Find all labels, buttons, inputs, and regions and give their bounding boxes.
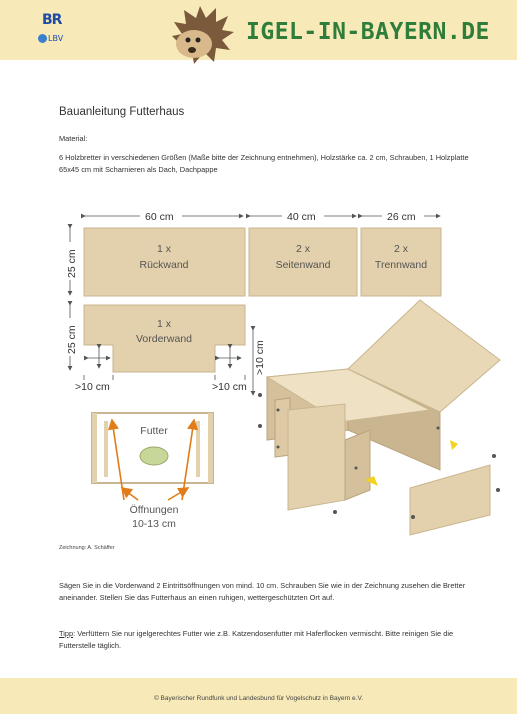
openings-label: Öffnungen (129, 504, 179, 516)
material-label: Material: (59, 134, 88, 143)
page-title: Bauanleitung Futterhaus (59, 106, 185, 118)
board-back-qty: 1 x (156, 243, 172, 255)
board-side (249, 228, 357, 296)
hedgehog-icon (168, 6, 238, 68)
floor-plan (92, 413, 213, 530)
board-front-name: Vorderwand (135, 333, 193, 345)
site-title: IGEL-IN-BAYERN.DE (246, 19, 490, 45)
food-label: Futter (140, 425, 168, 437)
board-divider-name: Trennwand (374, 259, 428, 271)
dimension-25-upper (64, 228, 78, 295)
instructions-text: Sägen Sie in die Vorderwand 2 Eintrittsöffnungen von mind. 10 cm. Schrauben Sie wie in der Zeichnung zusehen die Bretter aneinander. Stellen Sie das Futterhaus an einen ruhigen, wettergeschützten Ort auf. (59, 581, 466, 602)
food-bowl (140, 447, 168, 465)
tip-label: Tipp (59, 629, 74, 638)
dimension-40 (250, 209, 356, 223)
board-divider (361, 228, 441, 296)
board-side-qty: 2 x (295, 243, 311, 255)
dim-label-40: 40 cm (287, 211, 316, 223)
board-front-qty: 1 x (156, 318, 172, 330)
tip-text: : Verfüttern Sie nur igelgerechtes Futter wie z.B. Katzendosenfutter mit Haferflocken vermischt. Bitte reinigen Sie die Futterstelle täglich. (59, 629, 454, 650)
opening-marker-left (88, 348, 110, 368)
dim-label-60: 60 cm (145, 211, 174, 223)
tip-paragraph (59, 628, 469, 652)
dim-label-25-upper: 25 cm (66, 249, 78, 278)
assembly-illustration (253, 300, 500, 535)
gap-label-right: >10 cm (212, 381, 247, 393)
material-text: 6 Holzbretter in verschiedenen Größen (Maße bitte der Zeichnung entnehmen), Holzstärke ca. 2 cm, Schrauben, 1 Holzplatte 65x45 cm mit Scharnieren als Dach, Dachpappe (59, 153, 469, 174)
dimension-26 (362, 209, 440, 223)
dim-label-26: 26 cm (387, 211, 416, 223)
board-front (84, 305, 245, 372)
dim-label-25-lower: 25 cm (66, 325, 78, 354)
board-divider-qty: 2 x (393, 243, 409, 255)
dimension-60 (85, 209, 243, 223)
board-back (84, 228, 245, 296)
opening-marker-right (219, 348, 241, 368)
lbv-logo (38, 34, 63, 43)
arrow-yellow-right (450, 440, 458, 450)
gap-label-left: >10 cm (75, 381, 110, 393)
lbv-logo-text: LBV (48, 34, 64, 43)
footer-copyright: © Bayerischer Rundfunk und Landesbund für Vogelschutz in Bayern e.V. (153, 695, 364, 702)
side-board-3d (410, 465, 490, 535)
board-side-name: Seitenwand (275, 259, 331, 271)
br-logo: BR (42, 12, 62, 28)
drawing-credit: Zeichnung: A. Schäffer (59, 545, 115, 551)
board-back-name: Rückwand (139, 259, 189, 271)
construction-diagram (0, 195, 517, 540)
height-label: >10 cm (254, 340, 266, 375)
front-board-3d (288, 404, 345, 510)
lbv-bird-icon (38, 34, 47, 43)
openings-size: 10-13 cm (132, 518, 176, 530)
dimension-25-lower (64, 305, 78, 370)
